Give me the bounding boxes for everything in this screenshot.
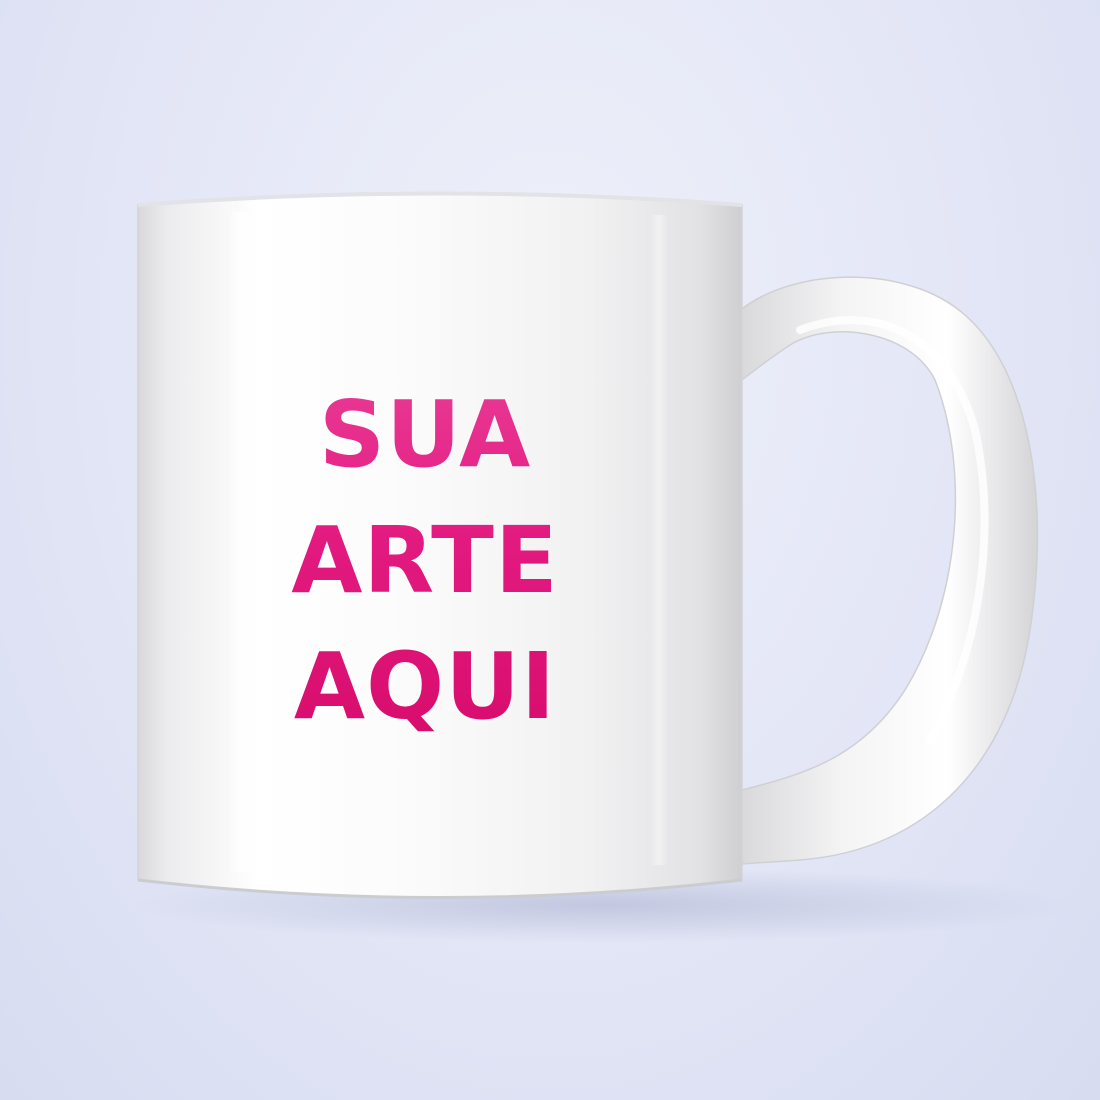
print-line-sua: SUA [318,381,532,488]
print-line-aqui: AQUI [293,633,557,740]
mug-print-text [270,372,580,750]
print-line-arte: ARTE [291,507,559,614]
mug-handle [738,277,1037,864]
mug-glare [228,212,254,872]
